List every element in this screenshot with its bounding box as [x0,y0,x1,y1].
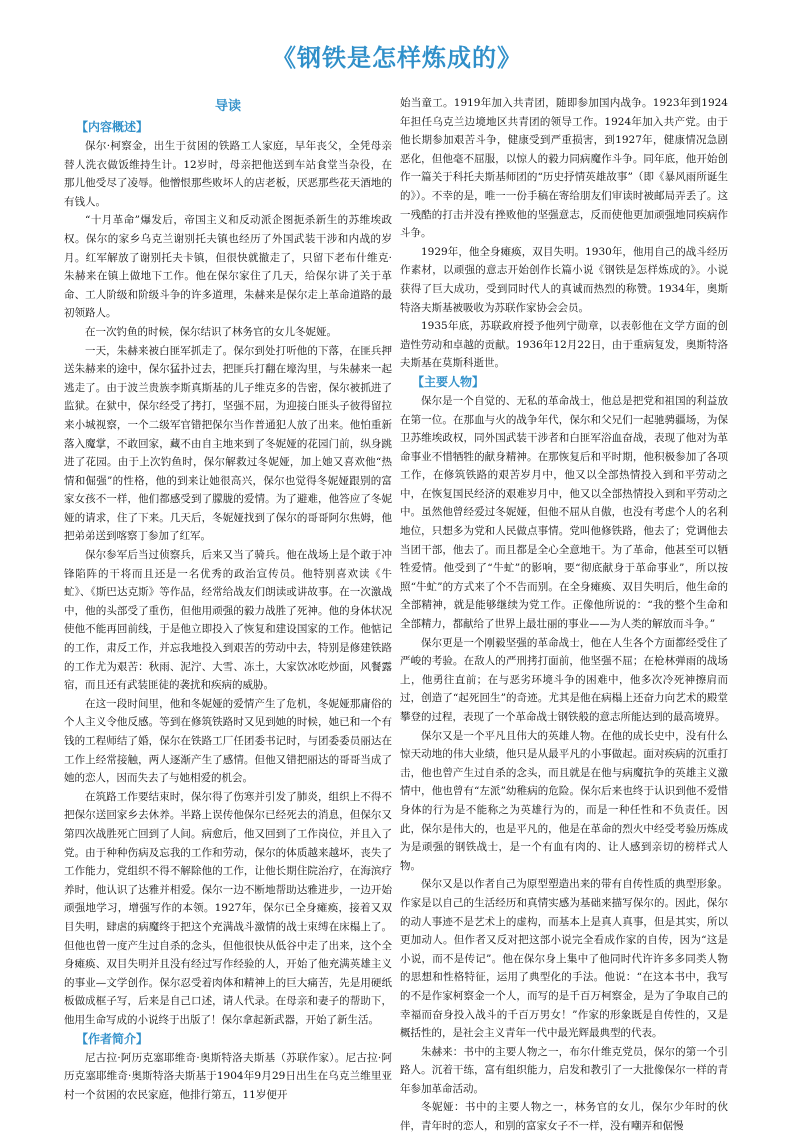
summary-paragraph: “十月革命”爆发后，帝国主义和反动派企图扼杀新生的苏维埃政权。保尔的家乡乌克兰谢别托夫镇也经历了外国武装干涉和内战的岁月。红军解放了谢别托夫卡镇，但很快就撤走了，只留下老布什维克·朱赫来在镇上做地下工作。他在保尔家住了几天，给保尔讲了关于革命、工人阶级和阶级斗争的许多道理，朱赫来是保尔走上革命道路的最初领路人。 [64,214,392,320]
author-paragraph-continued: 始当童工。1919年加入共青团，随即参加国内战争。1923年到1924年担任乌克兰边境地区共青团的领导工作。1924年加入共产党。由于他长期参加艰苦斗争，健康受到严重损害，到1927年，健康情况急剧恶化，但他毫不屈服，以惊人的毅力同病魔作斗争。同年底，他开始创作一篇关于科托夫斯基师团的“历史抒情英雄故事”（即《暴风雨所诞生的》）。不幸的是，唯一一份手稿在寄给朋友们审读时被邮局弄丢了。这一残酷的打击并没有挫败他的坚强意志，反而使他更加顽强地同疾病作斗争。 [400,97,728,240]
summary-paragraph: 在筑路工作要结束时，保尔得了伤寒并引发了肺炎，组织上不得不把保尔送回家乡去休养。半路上误传他保尔已经死去的消息，但保尔又第四次战胜死亡回到了人间。病愈后，他又回到了工作岗位，并且入了党。由于种种伤病及忘我的工作和劳动，保尔的体质越来越坏，丧失了工作能力，党组织不得不解除他的工作，让他长期住院治疗，在海滨疗养时，他认识了达雅并相爱。保尔一边不断地帮助达雅进步，一边开始顽强地学习，增强写作的本领。1927年，保尔已全身瘫痪，接着又双目失明，肆虐的病魔终于把这个充满战斗激情的战士束缚在床榻上了。但他也曾一度产生过自杀的念头，但他很快从低谷中走了出来，这个全身瘫痪、双目失明并且没有经过写作经验的人，开始了他充满英雄主义的事业—文学创作。保尔忍受着肉体和精神上的巨大痛苦，先是用硬纸板做成框子写，后来是自己口述，请人代录。在母亲和妻子的帮助下，他用生命写成的小说终于出版了！保尔拿起新武器，开始了新生活。 [64,790,392,1026]
left-column [64,98,392,1104]
summary-paragraph: 在一次钓鱼的时候，保尔结识了林务官的女儿冬妮娅。 [85,325,337,338]
character-paragraph: 冬妮娅：书中的主要人物之一，林务官的女儿，保尔少年时的伙伴，青年时的恋人，和别的富家女子不一样，没有嘲弄和倨慢 [400,1101,728,1133]
character-paragraph: 保尔更是一个刚毅坚强的革命战士，他在人生各个方面都经受住了严峻的考验。在敌人的严刑拷打面前，他坚强不屈；在枪林弹雨的战场上，他勇往直前；在与恶劣环境斗争的困难中，他多次冷死神擦肩而过，创造了“起死回生”的奇迹。尤其是他在病榻上还奋力向艺术的殿堂攀登的过程，表现了一个革命战士钢铁般的意志所能达到的最高境界。 [400,636,728,723]
author-paragraph: 尼古拉·阿历克塞耶维奇·奥斯特洛夫斯基（苏联作家）。尼古拉·阿历克塞耶维奇·奥斯特洛夫斯基于1904年9月29日出生在乌克兰维里亚村一个贫困的农民家庭，他排行第五，11岁便开 [64,1051,392,1101]
author-paragraph: 1929年，他全身瘫痪，双目失明。1930年，他用自己的战斗经历作素材，以顽强的意志开始创作长篇小说《钢铁是怎样炼成的》。小说获得了巨大成功，受到同时代人的真诚而热烈的称赞。1934年，奥斯特洛夫斯基被吸收为苏联作家协会会员。 [400,245,728,314]
character-paragraph: 保尔又是以作者自己为原型塑造出来的带有自传性质的典型形象。作家是以自己的生活经历和真情实感为基础来描写保尔的。因此，保尔的动人事迹不是艺术上的虚构，而基本上是真人真事，但是其实，所以更加动人。但作者又反对把这部小说完全看成作家的自传，因为“这是小说，而不是传记”。他在保尔身上集中了他同时代许许多多同类人物的思想和性格特征，运用了典型化的手法。他说：“在这本书中，我写的不是作家柯察金一个人，而写的是千百万柯察金，是为了争取自己的幸福而奋身投入战斗的千百万男女！”作家的形象既是自传性的，又是概括性的，是社会主义青年一代中最光辉最典型的代表。 [400,878,728,1040]
section-title-author: 【作者简介】 [76,1031,149,1046]
document-title: 《钢铁是怎样炼成的》 [272,43,522,72]
summary-paragraph: 一天，朱赫来被白匪军抓走了。保尔到处打听他的下落，在匪兵押送朱赫来的途中，保尔猛扑过去，把匪兵打翻在壕沟里，与朱赫来一起逃走了。由于波兰贵族李斯真斯基的儿子维克多的告密，保尔被抓进了监狱。在狱中，保尔经受了拷打，坚强不屈，为迎接白匪头子彼得留拉来小城视察，一个二级军官错把保尔当作普通犯人放了出来。他怕重新落入魔掌，不敢回家，藏不由自主地来到了冬妮娅的花园门前，纵身跳进了花园。由于上次钓鱼时，保尔解救过冬妮娅，加上她又喜欢他“热情和倔强”的性格，他的到来让她很高兴，保尔也觉得冬妮娅跟别的富家女孩不一样，他们都感受到了朦胧的爱情。为了避难，他答应了冬妮娅的请求，住了下来。几天后，冬妮娅找到了保尔的哥哥阿尔焦姆，他把弟弟送到喀察丁参加了红军。 [64,344,392,543]
summary-paragraph: 保尔·柯察金，出生于贫困的铁路工人家庭，早年丧父，全凭母亲替人洗衣做饭维持生计。12岁时，母亲把他送到车站食堂当杂役，在那儿他受尽了凌辱。他憎恨那些败坏人的店老板，厌恶那些花天酒地的有钱人。 [64,140,392,208]
character-paragraph: 保尔是一个自觉的、无私的革命战士，他总是把党和祖国的利益放在第一位。在那血与火的战争年代，保尔和父兄们一起驰骋疆场，为保卫苏维埃政权，同外国武装干涉者和白匪军浴血奋战，表现了他对为革命事业不惜牺牲的献身精神。在那恢复后和平时期，他积极参加了各项工作，在修筑铁路的艰苦岁月中，他又以全部热情投入到和平劳动之中，在恢复国民经济的艰难岁月中，他又以全部热情投入到和平劳动之中。虽然他曾经爱过冬妮娅，但他不屈从自傲，也没有考虑个人的名利地位，只想多为党和人民做点事情。党叫他修铁路，他去了；党调他去当团干部，他去了。而且都是全心全意地干。为了革命，他甚至可以牺牲爱情。他受到了“牛虻”的影响，要“彻底献身于革命事业”，所以按照“牛虻”的方式来了个不告而别。在全身瘫痪、双目失明后，他生命的全部精神，就是能够继续为党工作。正像他所说的：“我的整个生命和全部精力，都献给了世界上最壮丽的事业——为人类的解放而斗争。” [400,394,728,631]
daodu-heading: 导读 [214,99,241,114]
character-paragraph: 朱赫来：书中的主要人物之一，布尔什维克党员，保尔的第一个引路人。沉着干练，富有组织能力，启发和教引了一大批像保尔一样的青年参加革命活动。 [400,1045,728,1095]
right-column [400,94,728,1136]
character-paragraph: 保尔又是一个平凡且伟大的英雄人物。在他的成长史中，没有什么惊天动地的伟大业绩，他只是从最平凡的小事做起。面对疾病的沉重打击，他也曾产生过自杀的念头，而且就是在他与病魔抗争的英雄主义激情中，他也曾有“左派”幼稚病的危险。保尔后来也终于认识到他不爱惜身体的行为是不能称之为英雄行为的，而是一种任性和不负责任。因此，保尔是伟大的，也是平凡的，他是在革命的烈火中经受考验历炼成为是顽强的钢铁战士，是一个有血有肉的、让人感到亲切的榜样式人物。 [400,729,728,872]
section-title-summary: 【内容概述】 [76,120,149,134]
summary-paragraph: 保尔参军后当过侦察兵，后来又当了骑兵。他在战场上是个敢于冲锋陷阵的干将而且还是一名优秀的政治宣传员。他特别喜欢读《牛虻》、《斯巴达克斯》等作品，经常给战友们朗读或讲故事。在一次激战中，他的头部受了重伤，但他用顽强的毅力战胜了死神。他的身体状况使他不能再回前线，于是他立即投入了恢复和建设国家的工作。他惦记的工作，肃反工作，并忘我地投入到艰苦的劳动中去，特别是修建铁路的工作尤为艰苦：秋雨、泥泞、大雪、冻土，大家饮冰吃炒面，风餐露宿，而且还有武装匪徒的袭扰和疾病的威胁。 [64,549,392,692]
author-paragraph: 1935年底，苏联政府授予他列宁勋章，以表彰他在文学方面的创造性劳动和卓越的贡献。1936年12月22日，由于重病复发，奥斯特洛夫斯基在莫斯科逝世。 [400,320,728,370]
section-title-characters: 【主要人物】 [412,374,485,389]
summary-paragraph: 在这一段时间里，他和冬妮娅的爱情产生了危机，冬妮娅那庸俗的个人主义令他反感。等到在修筑铁路时又见到她的时候，她已和一个有钱的工程师结了婚，保尔在铁路工厂任团委书记时，与团委委员丽达在工作上经常接触，两人逐渐产生了感情。但他又错把丽达的哥哥当成了她的恋人，因而失去了与她相爱的机会。 [64,697,392,785]
